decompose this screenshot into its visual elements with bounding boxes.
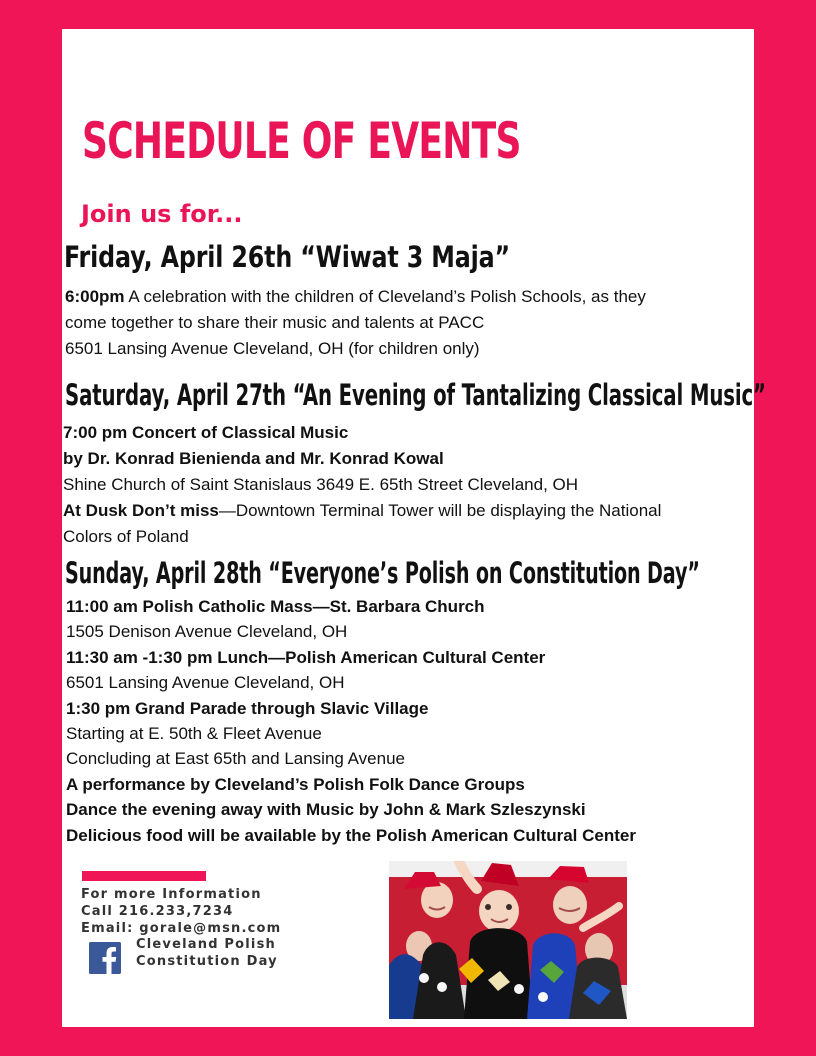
sunday-line-7: Concluding at East 65th and Lansing Avenue <box>66 749 406 769</box>
contact-email: Email: gorale@msn.com <box>81 921 282 936</box>
page-subtitle: Join us for... <box>81 200 243 228</box>
friday-line-2: come together to share their music and talents at PACC <box>65 313 485 332</box>
friday-time: 6:00pm <box>65 287 125 306</box>
facebook-line-1: Cleveland Polish <box>136 937 276 952</box>
sunday-line-8: A performance by Cleveland’s Polish Folk Dance Groups <box>66 774 525 794</box>
contact-line-1: For more Information <box>81 887 262 902</box>
sunday-line-6: Starting at E. 50th & Fleet Avenue <box>66 724 322 744</box>
saturday-line-3: Shine Church of Saint Stanislaus 3649 E. 65th Street Cleveland, OH <box>63 475 579 494</box>
facebook-info <box>89 937 278 974</box>
saturday-dusk-line-2: Colors of Poland <box>63 527 189 546</box>
page-title: SCHEDULE OF EVENTS <box>82 112 521 170</box>
saturday-line-2: by Dr. Konrad Bienienda and Mr. Konrad Kowal <box>63 449 444 468</box>
saturday-heading: Saturday, April 27th “An Evening of Tantalizing Classical Music” <box>65 378 766 412</box>
sunday-line-9: Dance the evening away with Music by John & Mark Szleszynski <box>66 800 586 820</box>
sunday-line-3: 11:30 am -1:30 pm Lunch—Polish American Cultural Center <box>66 647 546 667</box>
contact-phone: Call 216.233,7234 <box>81 904 234 919</box>
facebook-icon <box>89 942 121 974</box>
saturday-dusk-line <box>63 498 738 524</box>
friday-line-1 <box>65 284 730 310</box>
sunday-line-5: 1:30 pm Grand Parade through Slavic Village <box>66 698 429 718</box>
info-divider <box>82 871 206 881</box>
sunday-heading: Sunday, April 28th “Everyone’s Polish on Constitution Day” <box>65 556 700 590</box>
sunday-line-10: Delicious food will be available by the Polish American Cultural Center <box>66 825 636 845</box>
sunday-line-2: 1505 Denison Avenue Cleveland, OH <box>66 622 348 642</box>
sunday-line-1: 11:00 am Polish Catholic Mass—St. Barbara Church <box>66 597 485 616</box>
sunday-details <box>66 594 736 848</box>
contact-info <box>81 886 301 937</box>
facebook-text <box>136 936 278 970</box>
friday-details <box>65 284 730 362</box>
event-photo <box>389 861 627 1019</box>
saturday-details <box>63 420 738 550</box>
friday-heading: Friday, April 26th “Wiwat 3 Maja” <box>64 240 510 274</box>
poster-sheet <box>62 29 766 1027</box>
facebook-line-2: Constitution Day <box>136 954 278 969</box>
saturday-dusk-bold: At Dusk Don’t miss <box>63 501 219 520</box>
saturday-line-1: 7:00 pm Concert of Classical Music <box>63 423 349 442</box>
friday-text-1: A celebration with the children of Cleveland’s Polish Schools, as they <box>124 287 646 306</box>
saturday-dusk-text: —Downtown Terminal Tower will be displaying the National <box>218 501 662 520</box>
sunday-line-4: 6501 Lansing Avenue Cleveland, OH <box>66 673 345 693</box>
friday-line-3: 6501 Lansing Avenue Cleveland, OH (for children only) <box>65 339 480 358</box>
